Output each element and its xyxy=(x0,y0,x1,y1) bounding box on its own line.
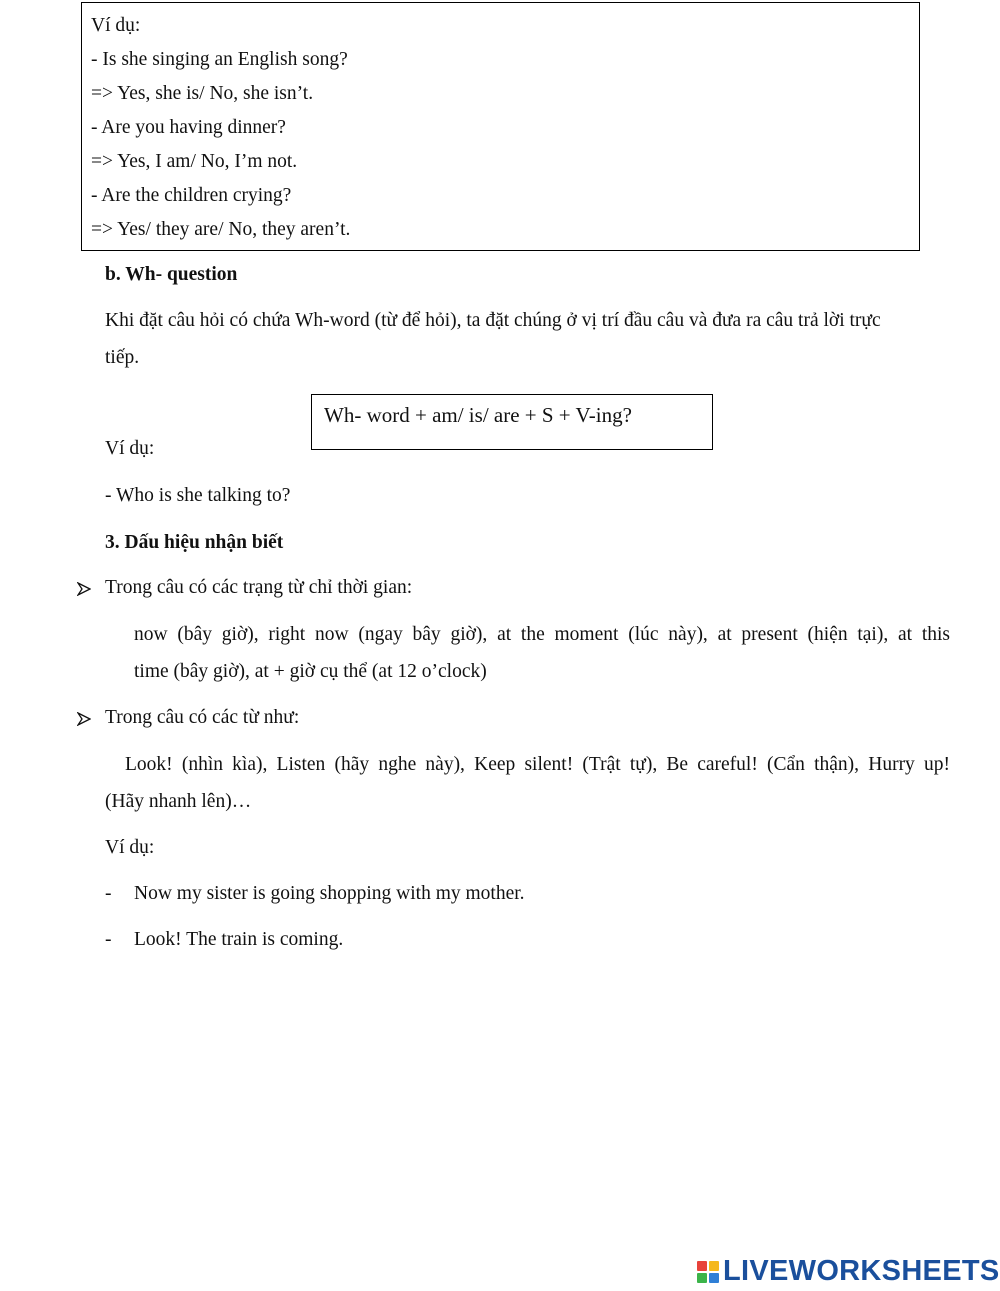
example-dash: - xyxy=(105,929,112,950)
logo-mark-square xyxy=(709,1273,719,1283)
bullet-2-text: Trong câu có các từ như: xyxy=(105,707,300,728)
arrow-bullet-icon xyxy=(77,582,91,596)
section-b-example: - Who is she talking to? xyxy=(105,485,291,506)
example-line: => Yes, I am/ No, I’m not. xyxy=(91,151,298,172)
bullet-1-detail-line1: now (bây giờ), right now (ngay bây giờ), at the moment (lúc này), at present (hiện tại), at this xyxy=(134,624,950,645)
logo-mark-square xyxy=(697,1273,707,1283)
arrow-bullet-icon xyxy=(77,712,91,726)
bullet-2-detail-line1: Look! (nhìn kìa), Listen (hãy nghe này), Keep silent! (Trật tự), Be careful! (Cẩn thận), Hurry up! xyxy=(125,754,950,775)
section-b-description-line1 xyxy=(105,310,950,332)
example-line: - Are you having dinner? xyxy=(91,117,286,138)
logo-mark-square xyxy=(697,1261,707,1271)
bullet-2-detail-line2: (Hãy nhanh lên)… xyxy=(105,791,252,812)
formula-box xyxy=(311,394,713,450)
formula-text: Wh- word + am/ is/ are + S + V-ing? xyxy=(324,403,632,427)
example-line: - Is she singing an English song? xyxy=(91,49,348,70)
example-line: => Yes, she is/ No, she isn’t. xyxy=(91,83,314,104)
liveworksheets-logo xyxy=(697,1255,1000,1288)
example-line: - Are the children crying? xyxy=(91,185,292,206)
section-3-example-label: Ví dụ: xyxy=(105,837,155,858)
section-b-description-line2: tiếp. xyxy=(105,347,140,368)
example-box-label: Ví dụ: xyxy=(91,15,141,36)
bullet-1-detail-line2: time (bây giờ), at + giờ cụ thể (at 12 o’clock) xyxy=(134,661,487,682)
example-dash: - xyxy=(105,883,112,904)
section-b-example-label: Ví dụ: xyxy=(105,438,155,459)
logo-mark-square xyxy=(709,1261,719,1271)
section-3-example-2: Look! The train is coming. xyxy=(134,929,344,950)
example-box xyxy=(81,2,920,251)
logo-text: LIVEWORKSHEETS xyxy=(723,1255,1000,1287)
section-b-heading: b. Wh- question xyxy=(105,264,238,285)
section-3-example-1: Now my sister is going shopping with my mother. xyxy=(134,883,525,904)
section-b-description-text: Khi đặt câu hỏi có chứa Wh-word (từ để hỏi), ta đặt chúng ở vị trí đầu câu và đưa ra câu trả lời trực xyxy=(105,310,881,331)
example-line: => Yes/ they are/ No, they aren’t. xyxy=(91,219,351,240)
section-3-heading: 3. Dấu hiệu nhận biết xyxy=(105,532,284,553)
logo-mark-icon xyxy=(697,1261,719,1283)
bullet-1-text: Trong câu có các trạng từ chỉ thời gian: xyxy=(105,577,413,598)
